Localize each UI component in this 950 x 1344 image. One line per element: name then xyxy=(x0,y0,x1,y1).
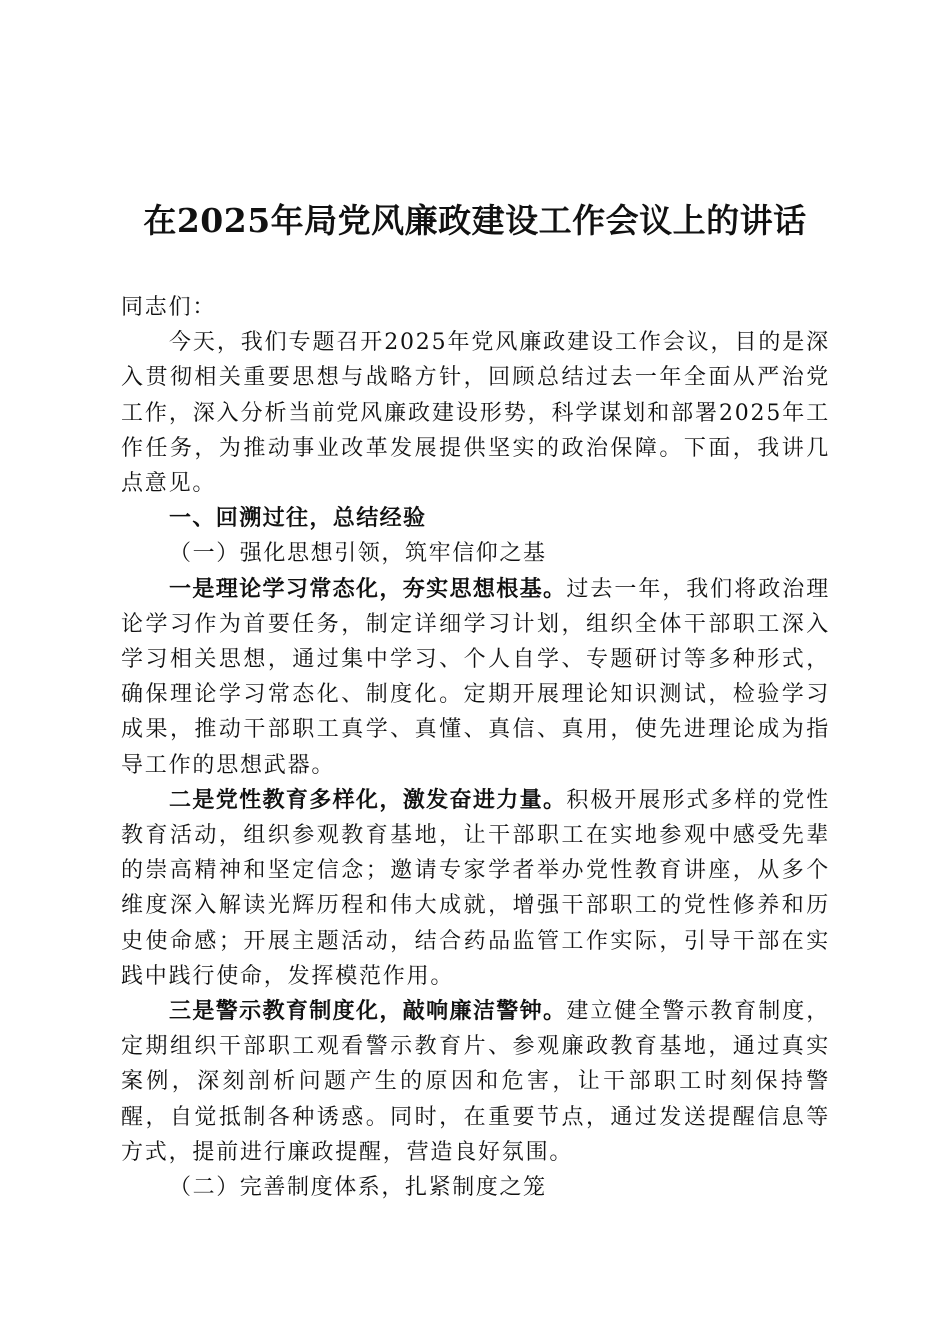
paragraph-lead-3: 三是警示教育制度化，敲响廉洁警钟。 xyxy=(169,998,567,1025)
paragraph-party-education xyxy=(121,783,830,994)
paragraph-text-2: 积极开展形式多样的党性教育活动，组织参观教育基地，让干部职工在实地参观中感受先辈的崇高精神和坚定信念；邀请专家学者举办党性教育讲座，从多个维度深入解读光辉历程和伟大成就，增强干部职工的党性修养和历史使命感；开展主题活动，结合药品监管工作实际，引导干部在实践中践行使命，发挥模范作用。 xyxy=(121,787,830,989)
section-heading-1: 一、回溯过往，总结经验 xyxy=(169,506,427,532)
salutation: 同志们： xyxy=(121,295,217,320)
paragraph-text-1: 过去一年，我们将政治理论学习作为首要任务，制定详细学习计划，组织全体干部职工深入学习相关思想，通过集中学习、个人自学、专题研讨等多种形式，确保理论学习常态化、制度化。定期开展理论知识测试，检验学习成果，推动干部职工真学、真懂、真信、真用，使先进理论成为指导工作的思想武器。 xyxy=(121,576,830,778)
subsection-heading-1: （一）强化思想引领，筑牢信仰之基 xyxy=(169,541,547,567)
paragraph-theory-study xyxy=(121,572,830,783)
paragraph-lead-1: 一是理论学习常态化，夯实思想根基。 xyxy=(169,575,567,602)
document-body xyxy=(121,290,830,1205)
paragraph-lead-2: 二是党性教育多样化，激发奋进力量。 xyxy=(169,786,567,813)
subsection-heading-2: （二）完善制度体系，扎紧制度之笼 xyxy=(169,1175,547,1201)
paragraph-text-3: 建立健全警示教育制度，定期组织干部职工观看警示教育片、参观廉政教育基地，通过真实案例，深刻剖析问题产生的原因和危害，让干部职工时刻保持警醒，自觉抵制各种诱惑。同时，在重要节点，通过发送提醒信息等方式，提前进行廉政提醒，营造良好氛围。 xyxy=(121,999,830,1165)
document-title: 在2025年局党风廉政建设工作会议上的讲话 xyxy=(143,201,807,240)
paragraph-warning-education xyxy=(121,994,830,1170)
intro-paragraph: 今天，我们专题召开2025年党风廉政建设工作会议，目的是深入贯彻相关重要思想与战略方针，回顾总结过去一年全面从严治党工作，深入分析当前党风廉政建设形势，科学谋划和部署2025年工作任务，为推动事业改革发展提供坚实的政治保障。下面，我讲几点意见。 xyxy=(121,330,830,497)
